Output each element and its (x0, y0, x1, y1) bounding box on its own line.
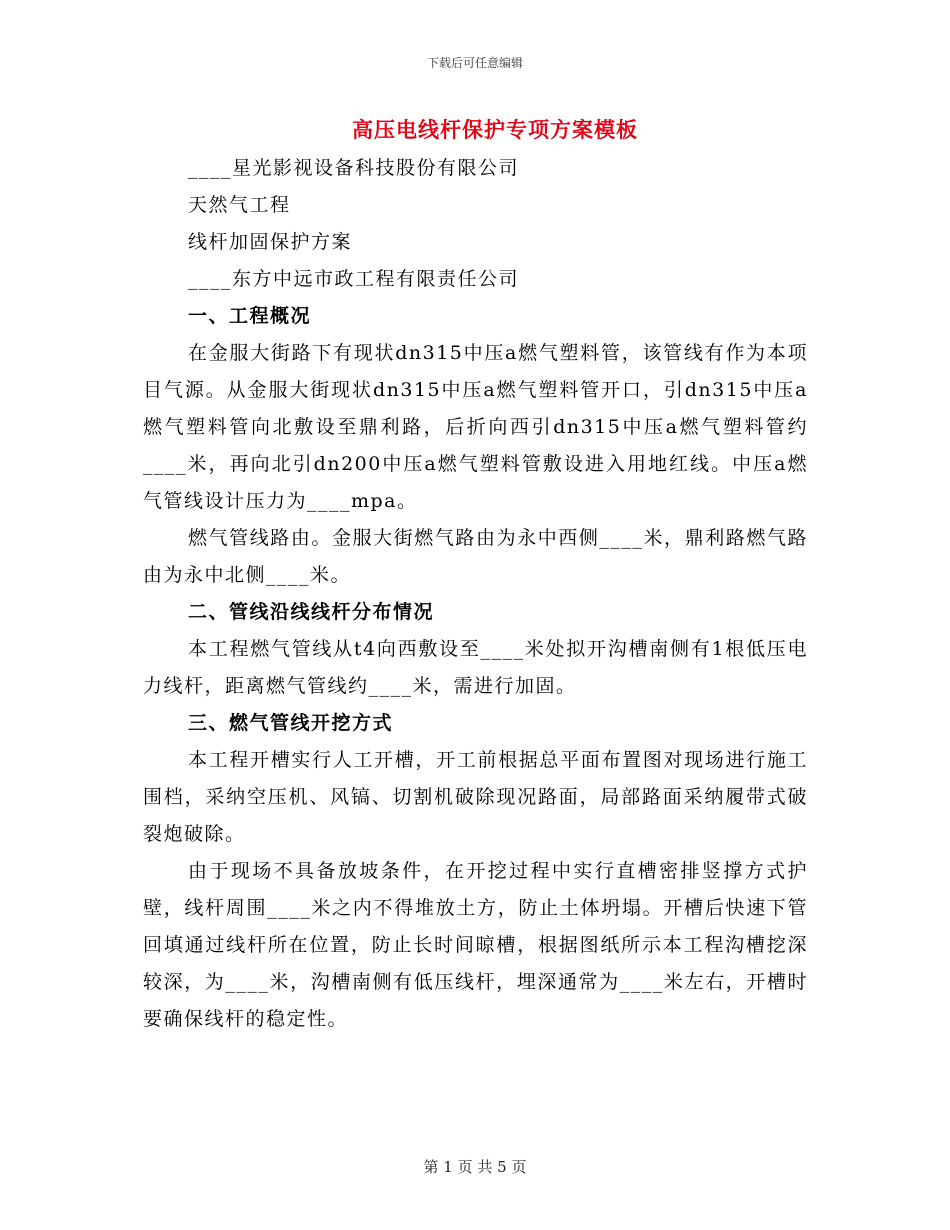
plan-line: 线杆加固保护方案 (188, 231, 353, 253)
company-line: ____星光影视设备科技股份有限公司 (188, 157, 520, 179)
page-number: 第 1 页 共 5 页 (423, 1158, 527, 1176)
contractor-line: ____东方中远市政工程有限责任公司 (188, 268, 520, 290)
paragraph: 由于现场不具备放坡条件，在开挖过程中实行直槽密排竖撑方式护壁，线杆周围____米之内不得堆放土方，防止土体坍塌。开槽后快速下管回填通过线杆所在位置，防止长时间晾槽，根据图纸所示本工程沟槽挖深较深，为____米，沟槽南侧有低压线杆，埋深通常为____米左右，开槽时要确保线杆的稳定性。 (143, 860, 808, 1030)
project-line: 天然气工程 (188, 194, 291, 216)
paragraph: 燃气管线路由。金服大街燃气路由为永中西侧____米，鼎利路燃气路由为永中北侧____米。 (143, 527, 808, 586)
paragraph: 本工程开槽实行人工开槽，开工前根据总平面布置图对现场进行施工围档，采纳空压机、风镐、切割机破除现况路面，局部路面采纳履带式破裂炮破除。 (143, 749, 808, 845)
section-heading-excavation: 三、燃气管线开挖方式 (188, 712, 394, 734)
document-body (143, 150, 808, 1038)
page-header-note: 下载后可任意编辑 (426, 56, 523, 70)
paragraph: 本工程燃气管线从t4向西敷设至____米处拟开沟槽南侧有1根低压电力线杆，距离燃气管线约____米，需进行加固。 (143, 638, 808, 697)
section-heading-pole-distribution: 二、管线沿线线杆分布情况 (188, 601, 435, 623)
section-heading-overview: 一、工程概况 (188, 305, 312, 327)
paragraph: 在金服大街路下有现状dn315中压a燃气塑料管，该管线有作为本项目气源。从金服大街现状dn315中压a燃气塑料管开口，引dn315中压a燃气塑料管向北敷设至鼎利路，后折向西引dn315中压a燃气塑料管约____米，再向北引dn200中压a燃气塑料管敷设进入用地红线。中压a燃气管线设计压力为____mpa。 (143, 342, 808, 512)
document-title: 高压电线杆保护专项方案模板 (352, 117, 638, 142)
